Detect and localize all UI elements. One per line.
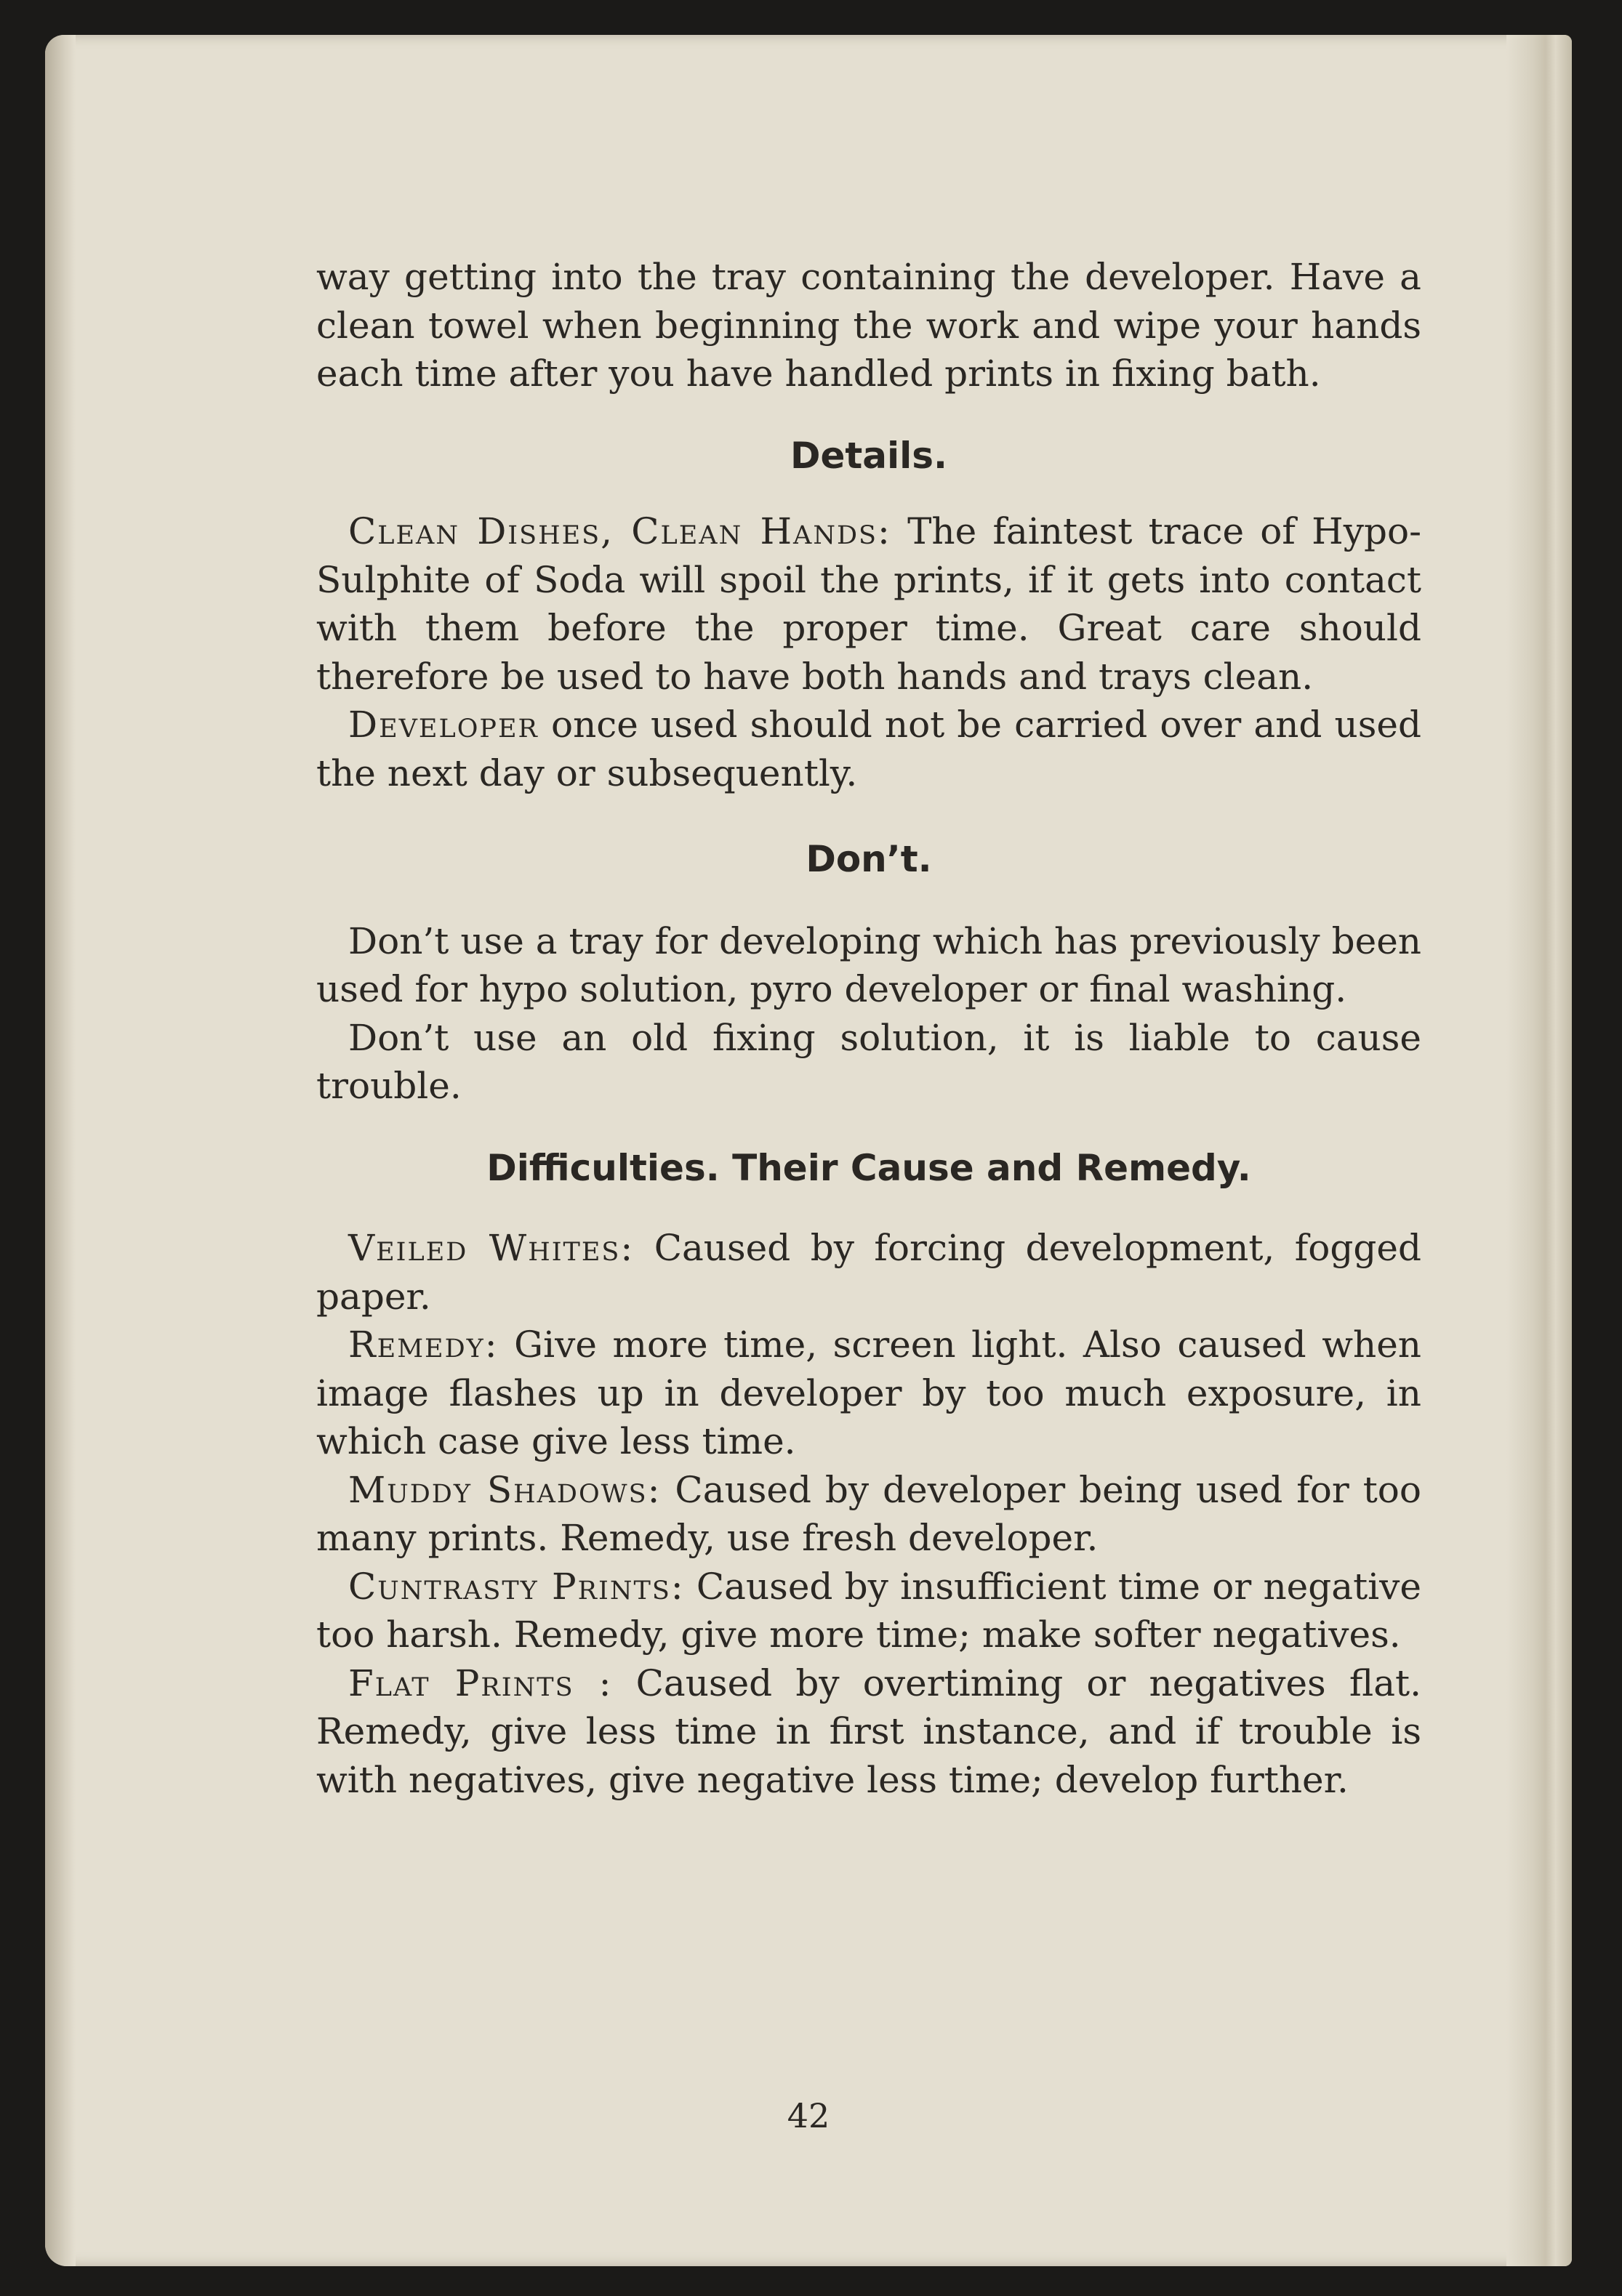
- difficulty-text: Caused by overtiming or negatives flat. Remedy, give less time in first instance, and if trouble is with negatives, give negative less time; develop further.: [316, 1661, 1421, 1801]
- details-term: Clean Dishes, Clean Hands:: [348, 510, 891, 552]
- page-fore-edge: [1506, 35, 1572, 2266]
- details-text: The faintest trace of Hypo-Sulphite of Soda will spoil the prints, if it gets into contact with them before the proper time. Great care should therefore be used to have both hands and trays clean.: [316, 510, 1421, 698]
- page-text-block: [316, 253, 1421, 1804]
- details-text: once used should not be carried over and used the next day or subsequently.: [316, 704, 1421, 794]
- details-heading: Details.: [790, 434, 948, 477]
- details-term: Developer: [348, 704, 539, 746]
- difficulty-paragraph: [316, 1224, 1421, 1321]
- difficulties-heading: Difficulties. Their Cause and Remedy.: [486, 1146, 1251, 1189]
- difficulty-text: Caused by insufficient time or negative too harsh. Remedy, give more time; make softer negatives.: [316, 1565, 1421, 1656]
- difficulty-term: Muddy Shadows:: [348, 1468, 662, 1511]
- difficulty-paragraph: [316, 1466, 1421, 1563]
- difficulty-text: Caused by developer being used for too many prints. Remedy, use fresh developer.: [316, 1468, 1422, 1559]
- difficulty-text: Give more time, screen light. Also caused when image flashes up in developer by too much exposure, in which case give less time.: [316, 1324, 1421, 1462]
- dont-paragraph: Don’t use a tray for developing which has previously been used for hypo solution, pyro developer or final washing.: [316, 919, 1421, 1010]
- dont-paragraph: Don’t use an old fixing solution, it is liable to cause trouble.: [316, 1016, 1421, 1107]
- dont-heading: Don’t.: [806, 838, 932, 880]
- page-number: 42: [787, 2096, 830, 2135]
- difficulty-text: Caused by forcing development, fogged paper.: [316, 1227, 1422, 1318]
- intro-paragraph: way getting into the tray containing the developer. Have a clean towel when beginning the work and wipe your hands each time after you have handled prints in fixing bath.: [316, 256, 1421, 395]
- details-paragraph: [316, 701, 1421, 797]
- details-paragraph: [316, 507, 1421, 701]
- difficulty-term: Cuntrasty Prints:: [348, 1565, 685, 1608]
- book-spine-shadow: [45, 35, 76, 2266]
- difficulty-term: Veiled Whites:: [348, 1227, 635, 1269]
- book-page: [45, 35, 1572, 2266]
- difficulty-paragraph: [316, 1659, 1421, 1805]
- difficulty-paragraph: [316, 1563, 1421, 1659]
- difficulty-term: Remedy:: [348, 1324, 499, 1366]
- difficulty-paragraph: [316, 1321, 1421, 1466]
- difficulty-term: Flat Prints :: [348, 1661, 613, 1704]
